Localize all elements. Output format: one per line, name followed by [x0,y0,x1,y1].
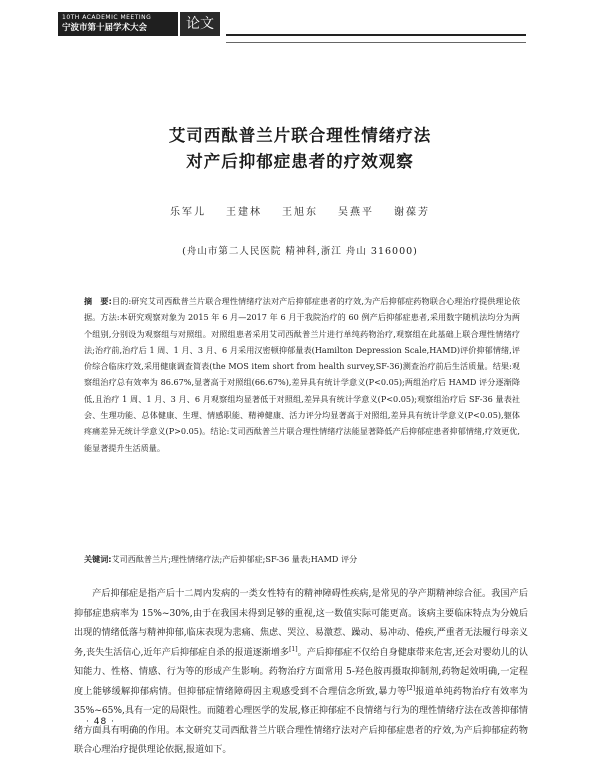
abstract-text: 目的:研究艾司西酞普兰片联合理性情绪疗法对产后抑郁症患者的疗效,为产后抑郁症药物联合心理治疗提供理论依据。方法:本研究观察对象为 2015 年 6 月—2017 年 6 月于我院治疗的 60 例产后抑郁症患者,采用数字随机法均分为两个组别,分别设为观察组与对照组。对照组患者采用艾司西酞普兰片进行单纯药物治疗,观察组在此基础上联合理性情绪疗法;治疗前,治疗后 1 周、1 月、3 月、6 月采用汉密顿抑郁量表(Hamilton Depression Scale,HAMD)评价抑郁情绪,评价综合临床疗效,采用健康调查简表(the MOS item short from health survey,SF-36)测查治疗前后生活质量。结果:观察组治疗总有效率为 86.67%,显著高于对照组(66.67%),差异具有统计学意义(P<0.05);两组治疗后 HAMD 评分逐渐降低,且治疗 1 周、1 月、3 月、6 月观察组均显著低于对照组,差异具有统计学意义(P<0.05);观察组治疗后 SF-36 量表社会、生理功能、总体健康、生理、情感职能、精神健康、活力评分均显著高于对照组,差异具有统计学意义(P<0.05),躯体疼痛差异无统计学意义(P>0.05)。结论:艾司西酞普兰片联合理性情绪疗法能显著降低产后抑郁症患者抑郁情绪,疗效更优,能显著提升生活质量。 [84,296,520,453]
author-name: 乐军儿 [170,207,206,218]
header-rule-thin [226,42,526,43]
keywords [84,551,520,567]
page-number: · 48 · [86,717,115,727]
abstract [84,293,520,456]
journal-header [58,12,558,56]
author-list [0,203,600,218]
keywords-text: 艾司西酞普兰片;理性情绪疗法;产后抑郁症;SF-36 量表;HAMD 评分 [111,554,358,564]
journal-series-chinese: 宁波市第十届学术大会 [62,23,148,33]
journal-section-label: 论文集 [178,12,220,36]
journal-series [58,12,178,36]
body-text-part-3: 报道单纯药物治疗有效率为 35%~65%,具有一定的局限性。而随着心理医学的发展,修正抑郁症不良情绪与行为的理性情绪疗法在改善抑郁情绪方面具有明确的作用。本文研究艾司西酞普兰片联合理性情绪疗法对产后抑郁症患者的疗效,为产后抑郁症药物联合心理治疗提供理论依据,报道如下。 [74,686,528,755]
article-title-line-1: 艾司西酞普兰片联合理性情绪疗法 [168,126,432,145]
author-name: 谢葆芳 [394,207,430,218]
citation-ref-1: [1] [289,645,298,653]
body-text-part-1: 产后抑郁症是指产后十二周内发病的一类女性特有的精神障碍性疾病,是常见的孕产期精神综合征。我国产后抑郁症患病率为 15%~30%,由于在我国未得到足够的重视,这一数值实际可能更高。该病主要临床特点为分娩后出现的情绪低落与精神抑郁,临床表现为悲痛、焦虑、哭泣、易激惹、躁动、易冲动、倦疾,严重者无法履行母亲义务,丧失生活信心,近年产后抑郁症自杀的报道逐渐增多 [74,589,528,658]
article-title-line-2: 对产后抑郁症患者的疗效观察 [186,152,414,171]
citation-ref-2: [2] [406,684,416,692]
journal-header-badge [58,12,220,56]
author-name: 王旭东 [282,207,318,218]
body-paragraph [74,585,528,761]
keywords-label: 关键词: [84,554,112,564]
author-affiliation: (舟山市第二人民医院 精神科,浙江 舟山 316000) [182,246,418,257]
author-name: 王建林 [226,207,262,218]
abstract-label: 摘 要: [84,296,112,306]
header-rule-thick [226,34,526,36]
journal-series-english: 10TH ACADEMIC MEETING [62,14,152,21]
body-text-part-2: 。产后抑郁症不仅给自身健康带来危害,还会对婴幼儿的认知能力、性格、情感、行为等的形成产生影响。药物治疗方面常用 5-羟色胺再摄取抑制剂,药物起效明确,一定程度上能够缓解抑郁病情。但抑郁症情绪障碍因主观感受到不合理信念所致,暴力等 [74,647,528,697]
author-name: 吴燕平 [338,207,374,218]
